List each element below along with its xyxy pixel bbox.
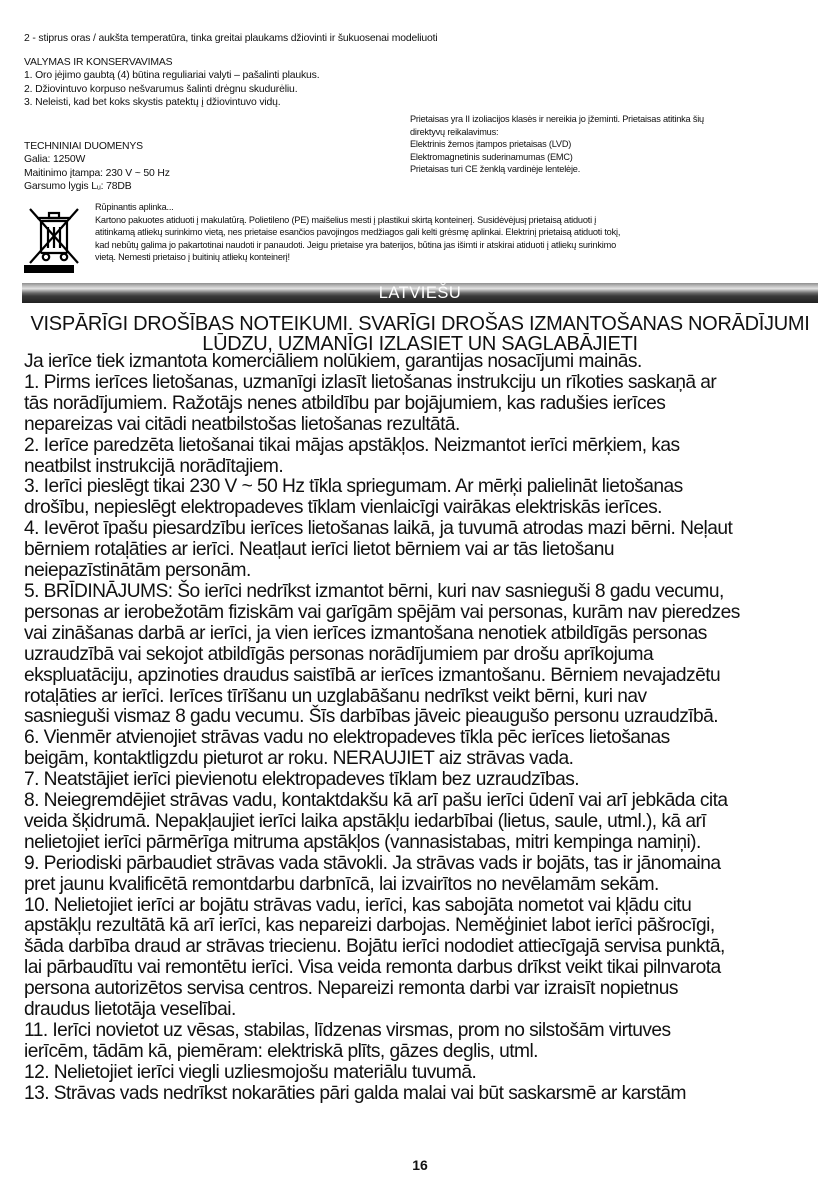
lt-maintenance-item: 2. Džiovintuvo korpuso nešvarumus šalinti drėgnu skudurėliu. <box>24 83 298 95</box>
lt-environment-line: kad nebūtų galima jo pakartotinai naudoti ir panaudoti. Jeigu prietaise yra baterijos, būtina jas išimti ir atskirai atiduoti į atliekų surinkimo <box>95 239 617 250</box>
lv-body-line: 6. Vienmēr atvienojiet strāvas vadu no elektropadeves tīkla pēc ierīces lietošanas <box>24 727 670 749</box>
lt-maintenance-item: 3. Neleisti, kad bet koks skystis patektų į džiovintuvo vidų. <box>24 97 281 109</box>
lt-maintenance-block <box>24 56 319 110</box>
language-banner-label: LATVIEŠU <box>378 284 462 302</box>
lt-maintenance-item: 1. Oro įėjimo gaubtą (4) būtina reguliariai valyti – pašalinti plaukus. <box>24 70 320 82</box>
lv-body-line: sasnieguši vismaz 8 gadu vecumu. Šīs darbības jāveic pieaugušo personu uzraudzībā. <box>24 706 719 728</box>
lv-body-line: pret jaunu kvalificētā remontdarbu darbnīcā, lai izvairītos no nevēlamām sekām. <box>24 873 659 895</box>
lv-body-line: persona autorizētos servisa centros. Nepareizi remonta darbi var izraisīt nopietnus <box>24 978 678 1000</box>
lv-body-line: 12. Nelietojiet ierīci viegli uzliesmojošu materiālu tuvumā. <box>24 1061 477 1083</box>
lv-body-line: apstākļu rezultātā kā arī ierīci, kas nepareizi darbojas. Neměģiniet labot ierīci pāšrocīgi, <box>24 915 715 937</box>
lt-intro-text: 2 - stiprus oras / aukšta temperatūra, tinka greitai plaukams džiovinti ir šukuosenai modeliuoti <box>24 33 438 44</box>
lv-body-line: 11. Ierīci novietot uz vēsas, stabilas, līdzenas virsmas, prom no silstošām virtuves <box>24 1020 671 1041</box>
lv-body-line: rotaļāties ar ierīci. Ierīces tīrīšanu un uzglabāšanu nedrīkst veikt bērni, kuri nav <box>24 685 647 707</box>
lt-compliance-line: Prietaisas yra II izoliacijos klasės ir nereikia jo įžeminti. Prietaisas atitinka šių <box>410 114 704 124</box>
lv-body-line: ekspluatāciju, apzinoties draudus saistībā ar ierīces izmantošanu. Bērniem nevajadzētu <box>24 664 721 686</box>
lv-body-line: Ja ierīce tiek izmantota komerciāliem nolūkiem, garantijas nosacījumi mainās. <box>24 351 642 372</box>
lv-body-line: 10. Nelietojiet ierīci ar bojātu strāvas vadu, ierīci, kas sabojāta nometot vai kļādu citu <box>24 894 692 916</box>
lv-body-line: uzraudzībā vai sekojot atbildīgās personas norādījumiem par drošu aprīkojuma <box>24 643 654 665</box>
lv-body-line: šāda darbība draud ar strāvas triecienu. Bojātu ierīci nododiet attiecīgajā servisa punktā, <box>24 936 725 958</box>
lt-compliance-block <box>410 113 822 176</box>
weee-bin-icon <box>24 205 84 275</box>
lv-body-line: 13. Strāvas vads nedrīkst nokarāties pāri galda malai vai būt saskarsmē ar karstām <box>24 1082 686 1104</box>
lv-body-line: beigām, kontaktligzdu pieturot ar roku. NERAUJIET aiz strāvas vada. <box>24 748 574 770</box>
lv-heading-line: VISPĀRĪGI DROŠĪBAS NOTEIKUMI. SVARĪGI DROŠAS IZMANTOŠANAS NORĀDĪJUMI <box>30 313 810 335</box>
lv-body-line: lai pārbaudītu vai remontētu ierīci. Visa veida remonta darbus drīkst veikt tikai pilnvarota <box>24 957 721 979</box>
lv-body-line: neatbilst instrukcijā norādītajiem. <box>24 455 284 477</box>
lv-body-line: 2. Ierīce paredzēta lietošanai tikai mājas apstākļos. Neizmantot ierīci mērķiem, kas <box>24 434 680 456</box>
lt-intro-line <box>24 32 438 45</box>
lt-technical-block <box>24 140 170 194</box>
lt-compliance-line: Elektrinis žemos įtampos prietaisas (LVD) <box>410 139 572 150</box>
lv-body-line: vai zināšanas darbā ar ierīci, ja vien ierīces izmantošana nenotiek atbildīgās personas <box>24 622 707 644</box>
lv-body-line: 7. Neatstājiet ierīci pievienotu elektropadeves tīklam bez uzraudzības. <box>24 769 580 791</box>
language-banner <box>22 283 818 303</box>
lv-body-line: bērniem rotaļāties ar ierīci. Neatļaut ierīci lietot bērniem vai ar tās lietošanu <box>24 539 614 561</box>
lv-body-line: tās norādījumiem. Ražotājs nenes atbildību par bojājumiem, kas radušies ierīces <box>24 392 666 414</box>
lv-body-line: 4. Ievērot īpašu piesardzību ierīces lietošanas laikā, ja tuvumā atrodas mazi bērni. Neļaut <box>24 518 733 540</box>
lt-technical-line: Galia: 1250W <box>24 154 86 166</box>
lt-compliance-line: Elektromagnetinis suderinamumas (EMC) <box>410 151 573 162</box>
lv-body-line: drošību, nepieslēgt elektropadeves tīklam vienlaicīgi vairākas elektriskās ierīces. <box>24 497 662 519</box>
page-number: 16 <box>412 1157 428 1173</box>
lv-body-line: 3. Ierīci pieslēgt tikai 230 V ~ 50 Hz tīkla spriegumam. Ar mērķi palielināt lietošanas <box>24 476 683 498</box>
lt-compliance-line: Prietaisas turi CE ženklą vardinėje lentelėje. <box>410 164 581 175</box>
lt-environment-line: Kartono pakuotes atiduoti į makulatūrą. Polietileno (PE) maišelius mesti į plastikui skirtą konteinerį. Susidėvėjusį prietaisą atiduoti į <box>95 214 597 225</box>
lv-heading-line: LŪDZU, UZMANĪGI IZLASIET UN SAGLABĀJIETI <box>202 333 638 355</box>
lv-body-line: draudus lietotāja veselībai. <box>24 999 236 1021</box>
lv-body-line: nepareizas vai citādi neatbilstošas lietošanas rezultātā. <box>24 413 460 435</box>
lv-body-line: nelietojiet ierīci pārmērīga mitruma apstākļos (vannasistabas, mitri kempinga namiņi). <box>24 831 701 853</box>
lv-body-line: veida šķidrumā. Nepakļaujiet ierīci laika apstākļu iedarbībai (lietus, saule, utml.), kā arī <box>24 810 707 832</box>
lt-environment-line: Rūpinantis aplinka... <box>95 202 174 212</box>
lv-body-line: 8. Neiegremdējiet strāvas vadu, kontaktdakšu kā arī pašu ierīci ūdenī vai arī jebkāda cita <box>24 790 728 812</box>
lv-body-line: neiepazīstinātām personām. <box>24 560 251 582</box>
lt-environment-line: atitinkamą atliekų surinkimo vietą, nes prietaise esančios pavojingos medžiagos gali kelti grėsmę aplinkai. Elektrinį prietaisą atiduoti tokį, <box>95 227 621 238</box>
lt-technical-title: TECHNINIAI DUOMENYS <box>24 141 143 152</box>
lt-compliance-line: direktyvų reikalavimus: <box>410 126 499 137</box>
lv-body-line: ierīcēm, tādām kā, piemēram: elektriskā plīts, gāzes deglis, utml. <box>24 1040 538 1062</box>
lt-maintenance-title: VALYMAS IR KONSERVAVIMAS <box>24 57 173 68</box>
lv-section-heading <box>22 314 818 354</box>
lv-body-line: 1. Pirms ierīces lietošanas, uzmanīgi izlasīt lietošanas instrukciju un rīkoties saskaņā ar <box>24 371 717 393</box>
lt-technical-line: Maitinimo įtampa: 230 V ~ 50 Hz <box>24 167 170 179</box>
lt-environment-block <box>95 201 825 264</box>
crossed-bin-icon <box>24 205 84 265</box>
lv-section-body <box>24 352 824 1105</box>
lv-body-line: 9. Periodiski pārbaudiet strāvas vada stāvokli. Ja strāvas vads ir bojāts, tas ir jānomaina <box>24 852 721 874</box>
lt-technical-line: Garsumo lygis Lᵤ: 78DB <box>24 181 132 193</box>
weee-bar <box>24 265 74 273</box>
lt-environment-line: vietą. Nemesti prietaiso į buitinių atliekų konteinerį! <box>95 252 290 263</box>
lv-body-line: 5. BRĪDINĀJUMS: Šo ierīci nedrīkst izmantot bērni, kuri nav sasnieguši 8 gadu vecumu, <box>24 580 724 602</box>
lv-body-line: personas ar ierobežotām fiziskām vai garīgām spējām vai personas, kurām nav pieredzes <box>24 601 740 623</box>
